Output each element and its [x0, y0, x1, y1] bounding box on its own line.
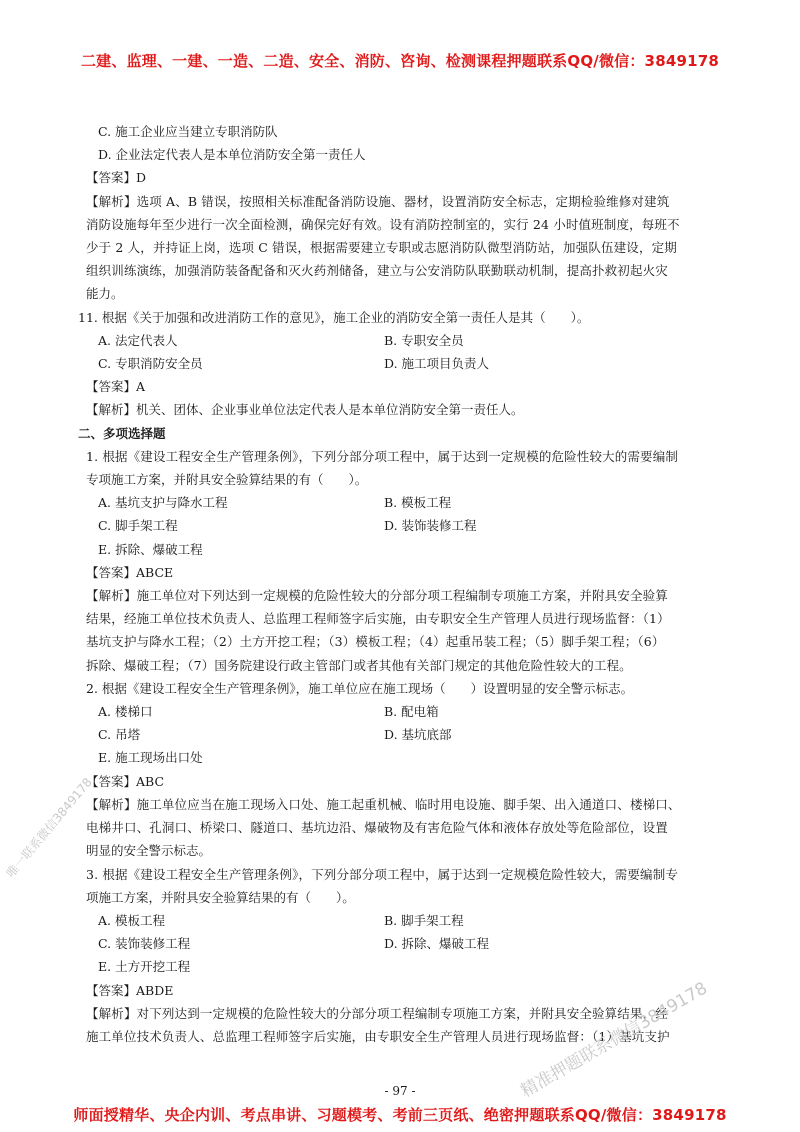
analysis-line: 【解析】施工单位应当在施工现场入口处、施工起重机械、临时用电设施、脚手架、出入通道口、楼梯口、	[86, 796, 681, 812]
option-e: E. 拆除、爆破工程	[98, 541, 203, 557]
document-body	[78, 120, 743, 1048]
analysis-line: 基坑支护与降水工程；（2）土方开挖工程；（3）模板工程；（4）起重吊装工程；（5）脚手架工程；（6）	[86, 634, 665, 650]
question-3-cont: 项施工方案，并附具安全验算结果的有（ ）。	[86, 889, 355, 905]
question-11: 11. 根据《关于加强和改进消防工作的意见》，施工企业的消防安全第一责任人是其（ ）。	[78, 309, 590, 325]
analysis-line: 【解析】选项 A、B 错误，按照相关标准配备消防设施、器材，设置消防安全标志，定期检验维修对建筑	[86, 193, 670, 209]
analysis-line: 组织训练演练，加强消防装备配备和灭火药剂储备，建立与公安消防队联勤联动机制，提高扑救初起火灾	[86, 263, 668, 279]
option-d: D. 拆除、爆破工程	[384, 936, 490, 952]
option-c: C. 施工企业应当建立专职消防队	[98, 124, 278, 139]
question-1: 1. 根据《建设工程安全生产管理条例》，下列分部分项工程中，属于达到一定规模的危险性较大的需要编制	[86, 448, 679, 464]
option-a: A. 楼梯口	[98, 704, 153, 720]
option-b: B. 脚手架工程	[384, 912, 464, 928]
answer-line: 【答案】ABDE	[86, 982, 174, 998]
analysis-line: 明显的安全警示标志。	[86, 843, 212, 859]
section-heading: 二、多项选择题	[78, 425, 166, 441]
analysis-line: 消防设施每年至少进行一次全面检测，确保完好有效。设有消防控制室的，实行 24 小时值班制度，每班不	[86, 216, 680, 232]
option-c: C. 专职消防安全员	[98, 356, 203, 372]
options-row	[78, 514, 743, 537]
analysis-line: 少于 2 人，并持证上岗，选项 C 错误，根据需要建立专职或志愿消防队微型消防站，加强队伍建设，定期	[86, 240, 677, 256]
analysis-line: 【解析】机关、团体、企业事业单位法定代表人是本单位消防安全第一责任人。	[86, 402, 524, 418]
option-e: E. 施工现场出口处	[98, 750, 203, 766]
option-e: E. 土方开挖工程	[98, 959, 191, 975]
analysis-line: 能力。	[86, 286, 124, 302]
option-c: C. 装饰装修工程	[98, 936, 191, 952]
header-banner: 二建、监理、一建、一造、二造、安全、消防、咨询、检测课程押题联系QQ/微信：3849178	[80, 52, 720, 70]
option-b: B. 配电箱	[384, 704, 439, 720]
option-a: A. 法定代表人	[98, 332, 178, 348]
watermark-right: 精准押题联系微信3849178	[517, 978, 711, 1102]
option-a: A. 基坑支护与降水工程	[98, 495, 228, 511]
options-row	[78, 352, 743, 375]
analysis-line: 【解析】对下列达到一定规模的危险性较大的分部分项工程编制专项施工方案，并附具安全验算结果，经	[86, 1005, 668, 1021]
option-d: D. 装饰装修工程	[384, 518, 477, 534]
analysis-line: 电梯井口、孔洞口、桥梁口、隧道口、基坑边沿、爆破物及有害危险气体和液体存放处等危险部位，设置	[86, 820, 668, 836]
analysis-line: 【解析】施工单位对下列达到一定规模的危险性较大的分部分项工程编制专项施工方案，并附具安全验算	[86, 588, 668, 604]
option-a: A. 模板工程	[98, 912, 165, 928]
question-1-cont: 专项施工方案，并附具安全验算结果的有（ ）。	[86, 472, 368, 488]
option-b: B. 模板工程	[384, 495, 452, 511]
options-row	[78, 909, 743, 932]
answer-line: 【答案】D	[86, 170, 147, 186]
question-3: 3. 根据《建设工程安全生产管理条例》，下列分部分项工程中，属于达到一定规模危险性较大，需要编制专	[86, 866, 679, 882]
option-b: B. 专职安全员	[384, 332, 464, 348]
options-row	[78, 700, 743, 723]
analysis-line: 施工单位技术负责人、总监理工程师签字后实施，由专职安全生产管理人员进行现场监督：（1）基坑支护	[86, 1028, 670, 1044]
page-number: - 97 -	[384, 1084, 416, 1098]
question-2: 2. 根据《建设工程安全生产管理条例》，施工单位应在施工现场（ ）设置明显的安全警示标志。	[86, 680, 634, 696]
options-row	[78, 723, 743, 746]
analysis-line: 结果，经施工单位技术负责人、总监理工程师签字后实施，由专职安全生产管理人员进行现场监督：（1）	[86, 611, 670, 627]
option-c: C. 吊塔	[98, 727, 141, 743]
answer-line: 【答案】ABCE	[86, 564, 174, 580]
options-row	[78, 932, 743, 955]
options-row	[78, 329, 743, 352]
answer-line: 【答案】ABC	[86, 773, 165, 789]
answer-line: 【答案】A	[86, 379, 146, 395]
option-d: D. 基坑底部	[384, 727, 452, 743]
option-c: C. 脚手架工程	[98, 518, 178, 534]
option-d: D. 企业法定代表人是本单位消防安全第一责任人	[98, 147, 366, 163]
footer-banner: 师面授精华、央企内训、考点串讲、习题模考、考前三页纸、绝密押题联系QQ/微信：3849178	[73, 1106, 727, 1124]
analysis-line: 拆除、爆破工程；（7）国务院建设行政主管部门或者其他有关部门规定的其他危险性较大的工程。	[86, 657, 632, 673]
option-d: D. 施工项目负责人	[384, 356, 490, 372]
options-row	[78, 491, 743, 514]
watermark-left: 唯一联系微信3849178	[3, 775, 95, 881]
